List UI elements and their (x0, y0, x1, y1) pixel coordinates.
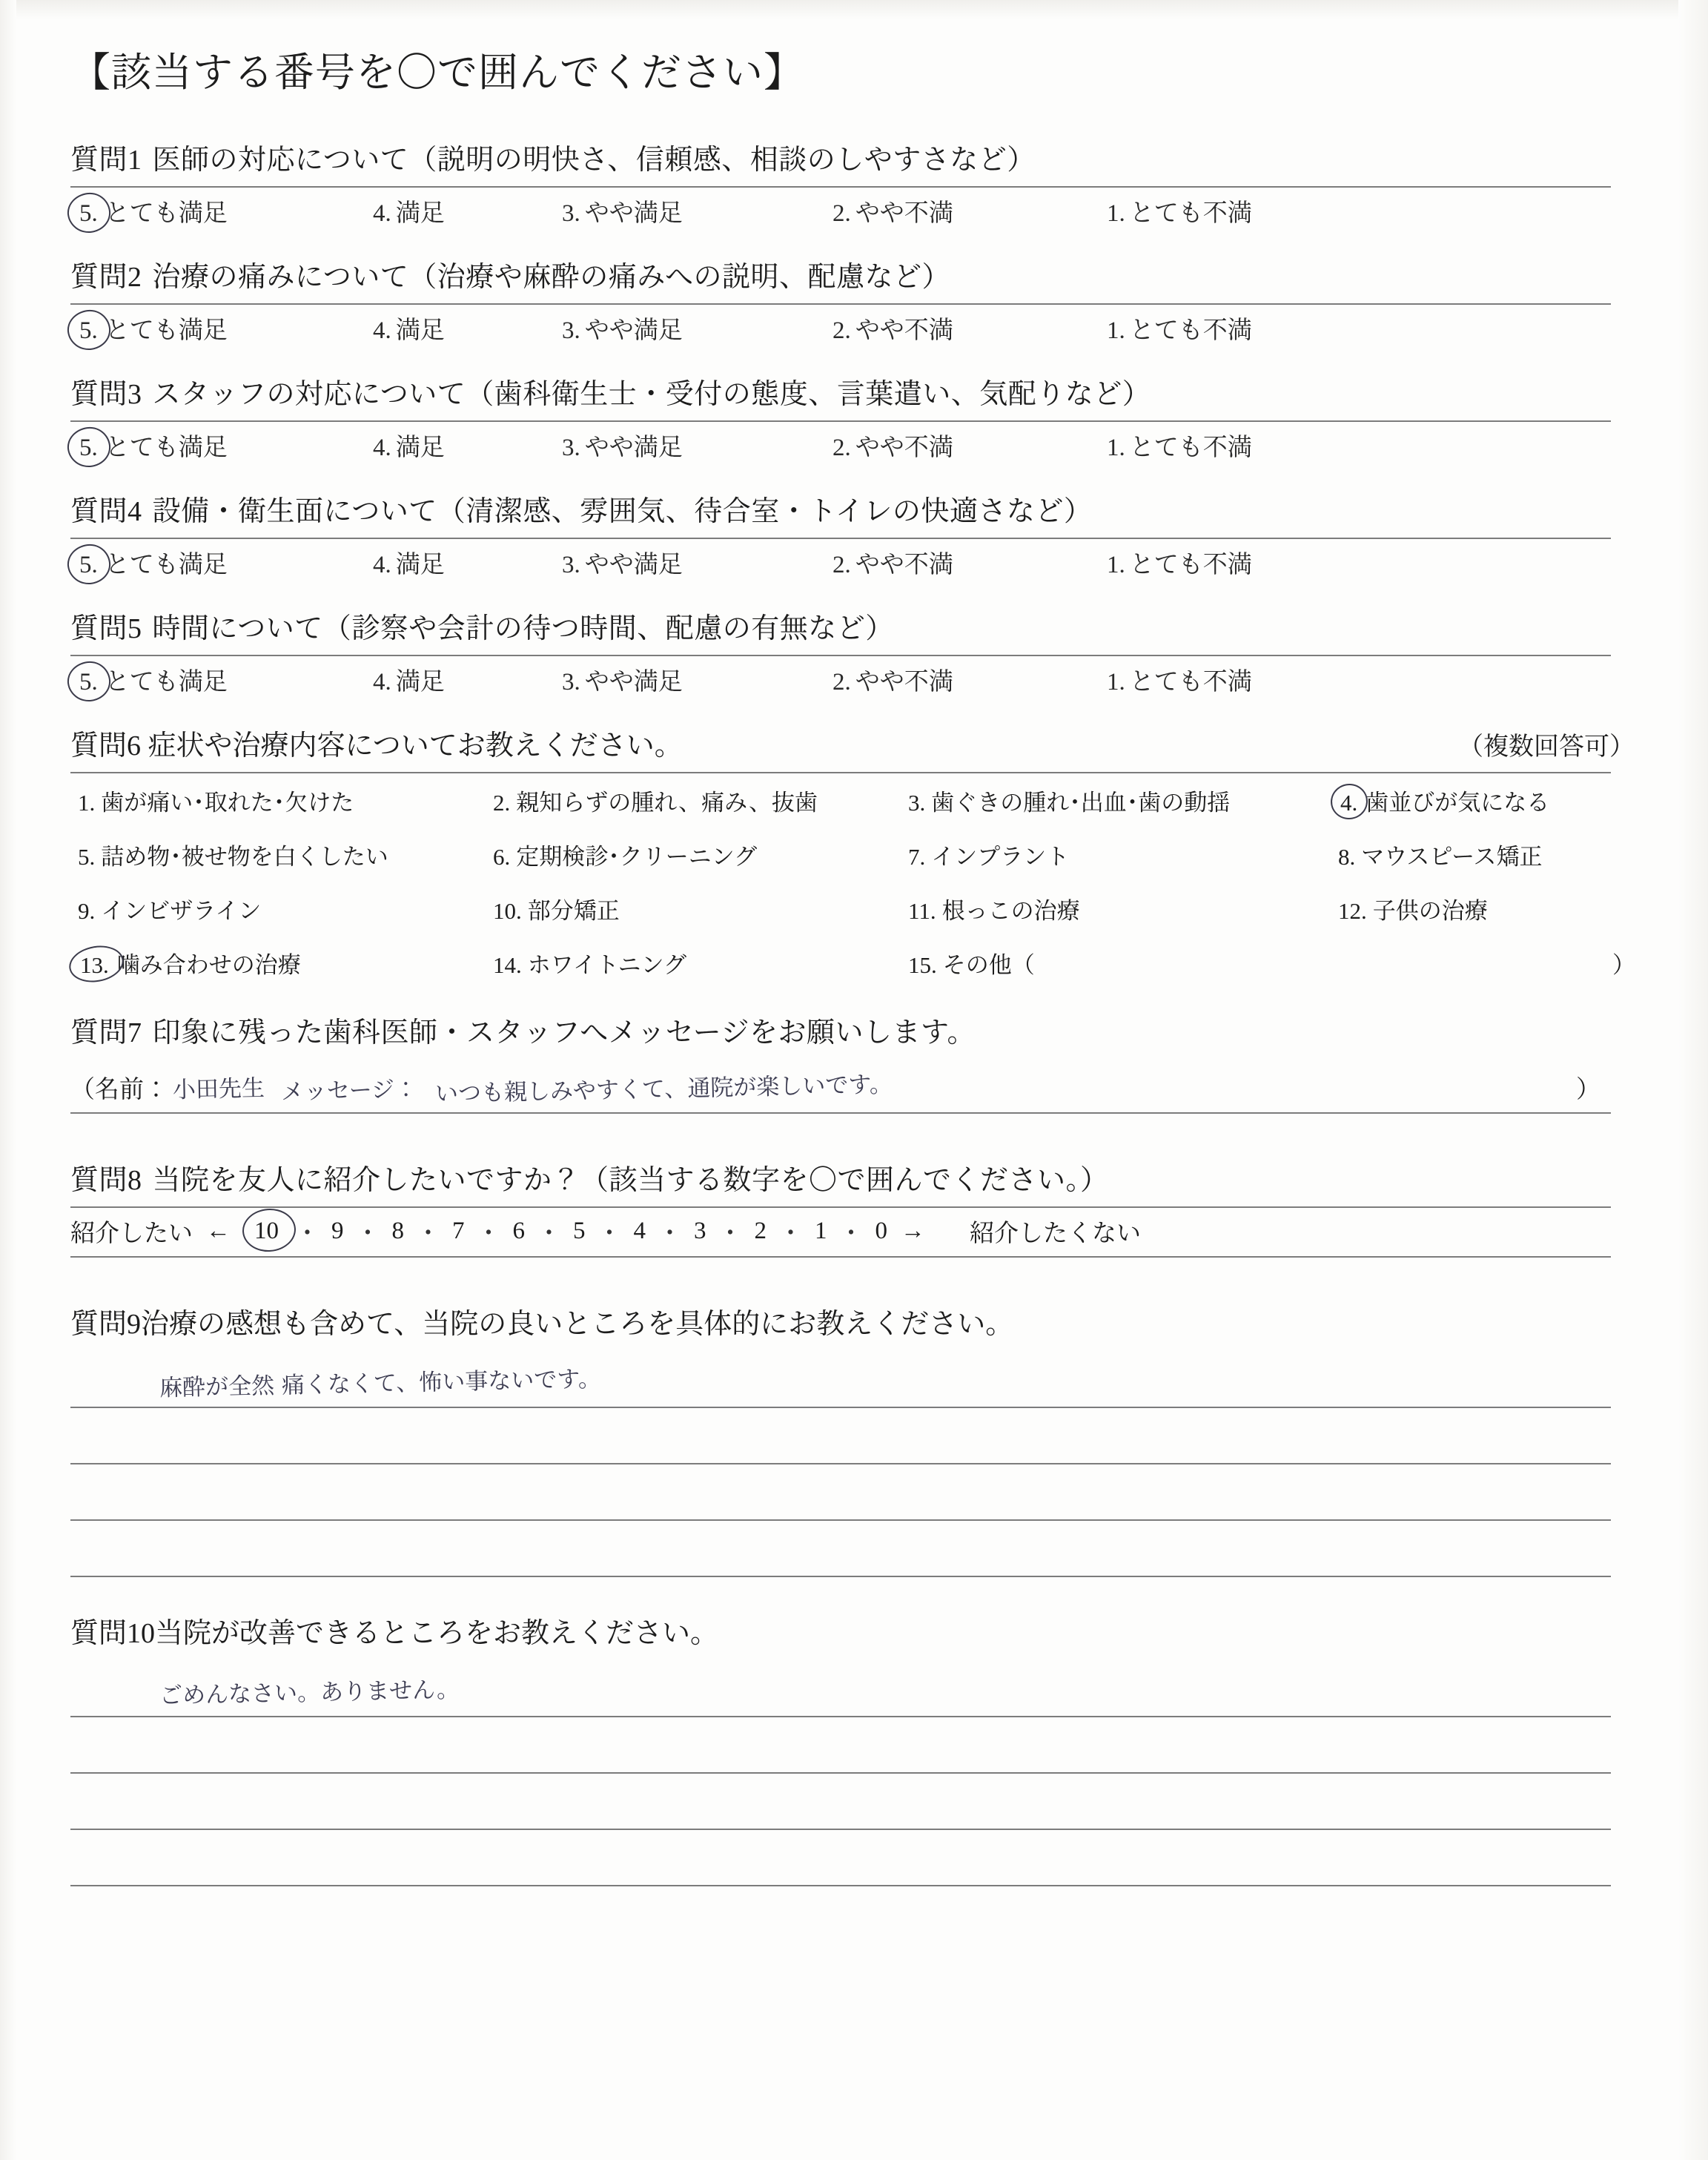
scale-number: 1. (1107, 435, 1125, 461)
question-block-10 (70, 1610, 1635, 1886)
question-block-3 (70, 371, 1635, 463)
q7-name-label: （名前： (70, 1077, 168, 1103)
scale-number: 4. (373, 552, 391, 578)
scale-label: とても不満 (1129, 552, 1252, 578)
scale-option-3[interactable] (562, 194, 833, 228)
q6-option-spacer (1338, 946, 1635, 980)
q6-option-10[interactable] (493, 892, 908, 925)
question-8-number: 質問8 (70, 1165, 142, 1196)
option-number: 11. (908, 898, 936, 924)
question-8-text: 当院を友人に紹介したいですか？（該当する数字を〇で囲んでください。） (152, 1165, 1109, 1196)
option-label: 部分矯正 (527, 898, 620, 924)
scale-option-4[interactable] (373, 194, 562, 228)
answer-line-blank[interactable] (70, 1408, 1611, 1464)
scale-number: 5. (76, 435, 101, 462)
rule-line (70, 655, 1611, 656)
scale-label: とても不満 (1129, 317, 1252, 344)
q6-option-2[interactable] (493, 784, 908, 817)
scan-edge-top (0, 0, 1708, 19)
option-label: 定期検診･クリーニング (516, 844, 758, 870)
q6-option-5[interactable] (78, 838, 493, 871)
option-number: 4. (1338, 790, 1360, 816)
q6-option-12[interactable] (1338, 892, 1635, 925)
question-9-heading (70, 1301, 1635, 1341)
scale-number: 5. (76, 317, 101, 345)
question-block-9 (70, 1301, 1635, 1577)
question-2-text: 治療の痛みについて（治療や麻酔の痛みへの説明、配慮など） (152, 262, 950, 293)
option-number: 6. (493, 844, 511, 870)
answer-line-blank[interactable] (70, 1830, 1611, 1886)
q8-number-9[interactable]: 9 (331, 1218, 344, 1244)
scale-number: 4. (373, 317, 391, 344)
q6-option-15[interactable] (908, 946, 1635, 980)
q6-option-6[interactable] (493, 838, 908, 871)
scale-option-2[interactable] (833, 662, 1107, 697)
rule-line (70, 538, 1611, 539)
q8-left-arrow: ← (206, 1218, 231, 1244)
question-block-2 (70, 254, 1635, 346)
scale-number: 1. (1107, 317, 1125, 344)
scale-option-5[interactable] (76, 662, 373, 697)
scale-label: とても不満 (1129, 435, 1252, 461)
rule-line (70, 1206, 1611, 1208)
option-close-paren: ） (1612, 952, 1635, 978)
answer-line-blank[interactable] (70, 1717, 1611, 1774)
question-block-5 (70, 605, 1635, 697)
question-7-answer-line[interactable] (70, 1059, 1611, 1114)
q8-separator: ・ (597, 1221, 622, 1247)
scale-label: 満足 (395, 669, 445, 696)
question-3-text: スタッフの対応について（歯科衛生士・受付の態度、言葉遣い、気配りなど） (152, 379, 1151, 410)
scan-edge-left (0, 0, 16, 2160)
question-6-text: 症状や治療内容についてお教えください。 (148, 730, 683, 762)
question-4-heading (70, 488, 1635, 529)
scale-number: 3. (562, 200, 580, 227)
option-number: 2. (493, 790, 511, 816)
scale-label: 満足 (395, 435, 445, 461)
q6-option-14[interactable] (493, 946, 908, 980)
rule-line (70, 186, 1611, 188)
q8-number-5[interactable]: 5 (573, 1218, 586, 1244)
option-label: 歯並びが気になる (1366, 790, 1550, 816)
scale-label: 満足 (395, 317, 445, 344)
answer-line-blank[interactable] (70, 1521, 1611, 1577)
q8-separator: ・ (838, 1221, 864, 1247)
q8-number-0[interactable]: 0 (875, 1218, 887, 1244)
q8-number-4[interactable]: 4 (633, 1218, 646, 1244)
scale-label: とても不満 (1129, 669, 1252, 696)
scale-number: 5. (76, 669, 101, 696)
q8-separator: ・ (355, 1221, 380, 1247)
q7-close-paren: ） (1576, 1077, 1601, 1103)
option-number: 5. (78, 844, 96, 870)
answer-line-filled[interactable] (70, 1352, 1611, 1408)
scale-number: 1. (1107, 552, 1125, 578)
question-7-text: 印象に残った歯科医師・スタッフへメッセージをお願いします。 (152, 1017, 976, 1048)
scale-number: 3. (562, 552, 580, 578)
question-block-4 (70, 488, 1635, 580)
option-number: 12. (1338, 898, 1367, 924)
question-5-number: 質問5 (70, 613, 142, 644)
q8-separator: ・ (658, 1221, 682, 1247)
scan-edge-right (1678, 0, 1708, 2160)
rule-line (70, 772, 1611, 773)
question-4-text: 設備・衛生面について（清潔感、雰囲気、待合室・トイレの快適さなど） (152, 496, 1093, 527)
question-9-text: 治療の感想も含めて、当院の良いところを具体的にお教えください。 (141, 1309, 1014, 1340)
question-block-1 (70, 136, 1635, 228)
scale-label: 満足 (395, 552, 445, 578)
scale-option-1[interactable] (1107, 311, 1329, 346)
q8-number-6[interactable]: 6 (512, 1218, 525, 1244)
question-7-number: 質問7 (70, 1017, 142, 1048)
scale-option-2[interactable] (833, 545, 1107, 580)
scale-option-5[interactable] (76, 428, 373, 463)
survey-content (70, 41, 1635, 1900)
question-10-text: 当院が改善できるところをお教えください。 (155, 1618, 719, 1649)
option-number: 3. (908, 790, 926, 816)
option-label: インプラント (931, 844, 1070, 870)
scale-label: やや不満 (855, 200, 953, 227)
scale-option-3[interactable] (562, 545, 833, 580)
option-label: その他（ (942, 952, 1035, 978)
scale-number: 3. (562, 435, 580, 461)
scale-option-5[interactable] (76, 194, 373, 228)
q8-number-7[interactable]: 7 (452, 1218, 465, 1244)
q6-option-9[interactable] (78, 892, 493, 925)
scale-option-4[interactable] (373, 545, 562, 580)
scale-label: とても満足 (105, 552, 228, 578)
q8-separator: ・ (295, 1221, 320, 1247)
scale-option-5[interactable] (76, 545, 373, 580)
scale-number: 2. (833, 552, 851, 578)
scale-label: やや満足 (584, 435, 683, 461)
option-label: 歯ぐきの腫れ･出血･歯の動揺 (931, 790, 1231, 816)
scale-number: 2. (833, 317, 851, 344)
question-6-heading (70, 722, 1635, 763)
scale-number: 4. (373, 200, 391, 227)
question-5-heading (70, 605, 1635, 646)
question-5-text: 時間について（診察や会計の待つ時間、配慮の有無など） (152, 613, 894, 644)
q8-separator: ・ (476, 1221, 501, 1247)
q10-answer-text: ごめんなさい。ありません。 (159, 1676, 460, 1710)
scale-label: やや不満 (855, 435, 953, 461)
scale-number: 1. (1107, 669, 1125, 696)
scale-option-1[interactable] (1107, 662, 1329, 697)
scale-label: やや満足 (584, 317, 683, 344)
option-number: 8. (1338, 844, 1356, 870)
option-label: 根っこの治療 (941, 898, 1080, 924)
q8-number-list[interactable] (250, 1214, 887, 1249)
scale-label: とても満足 (105, 435, 228, 461)
answer-line-blank[interactable] (70, 1774, 1611, 1830)
q6-option-11[interactable] (908, 892, 1338, 925)
scale-label: やや不満 (855, 552, 953, 578)
option-number: 7. (908, 844, 926, 870)
scale-option-3[interactable] (562, 662, 833, 697)
answer-line-filled[interactable] (70, 1661, 1611, 1717)
option-number: 14. (493, 952, 522, 978)
option-number: 15. (908, 952, 937, 978)
q8-separator: ・ (778, 1221, 803, 1247)
scale-number: 2. (833, 669, 851, 696)
question-2-number: 質問2 (70, 262, 142, 293)
q8-left-label: 紹介したい (70, 1221, 193, 1247)
question-block-7 (70, 1009, 1635, 1114)
question-1-number: 質問1 (70, 145, 142, 176)
q7-message-label: メッセージ： (280, 1076, 418, 1106)
option-label: 親知らずの腫れ、痛み、抜歯 (516, 790, 818, 816)
scale-option-2[interactable] (833, 428, 1107, 463)
q8-separator: ・ (718, 1221, 743, 1247)
rule-line (70, 303, 1611, 305)
option-label: ホワイトニング (527, 952, 686, 978)
scale-option-4[interactable] (373, 311, 562, 346)
question-5-scale[interactable] (70, 662, 1635, 697)
scale-label: 満足 (395, 200, 445, 227)
q6-option-7[interactable] (908, 838, 1338, 871)
question-3-number: 質問3 (70, 379, 142, 410)
q6-option-4[interactable] (1338, 784, 1635, 817)
scale-number: 4. (373, 669, 391, 696)
question-block-6 (70, 722, 1635, 980)
question-2-scale[interactable] (70, 311, 1635, 346)
option-number: 10. (493, 898, 522, 924)
scale-option-4[interactable] (373, 428, 562, 463)
question-block-8 (70, 1157, 1635, 1258)
q8-right-arrow: → (901, 1218, 925, 1244)
question-10-number: 質問10 (70, 1618, 156, 1649)
question-8-heading (70, 1157, 1635, 1198)
q6-option-13[interactable] (78, 946, 493, 980)
q8-separator: ・ (416, 1221, 440, 1247)
scale-label: やや不満 (855, 669, 953, 696)
scale-label: やや満足 (584, 552, 683, 578)
scale-option-5[interactable] (76, 311, 373, 346)
question-10-heading (70, 1610, 1635, 1651)
scale-option-1[interactable] (1107, 545, 1329, 580)
question-3-heading (70, 371, 1635, 412)
scale-option-3[interactable] (562, 311, 833, 346)
option-label: 子供の治療 (1372, 898, 1488, 924)
scale-number: 5. (76, 552, 101, 579)
scale-option-4[interactable] (373, 662, 562, 697)
scale-number: 3. (562, 669, 580, 696)
question-3-scale[interactable] (70, 428, 1635, 463)
scale-label: やや不満 (855, 317, 953, 344)
option-number: 9. (78, 898, 96, 924)
q8-number-10[interactable]: 10 (250, 1218, 283, 1245)
q8-separator: ・ (537, 1221, 561, 1247)
q9-answer-text: 麻酔が全然 痛くなくて、怖い事ないです。 (159, 1365, 602, 1402)
scale-label: やや満足 (584, 669, 683, 696)
scale-label: とても不満 (1129, 200, 1252, 227)
option-label: マウスピース矯正 (1361, 844, 1543, 870)
scale-number: 2. (833, 200, 851, 227)
scale-number: 2. (833, 435, 851, 461)
scale-option-1[interactable] (1107, 194, 1329, 228)
option-label: インビザライン (101, 898, 262, 924)
option-label: 噛み合わせの治療 (116, 952, 301, 978)
page-title: 【該当する番号を〇で囲んでください】 (70, 50, 804, 95)
question-8-scale[interactable] (70, 1214, 1611, 1258)
question-6-options[interactable] (70, 784, 1635, 980)
question-6-number: 質問6 (70, 730, 142, 762)
option-number: 13. (78, 952, 111, 979)
scale-label: とても満足 (105, 200, 228, 227)
q7-message-value: いつも親しみやすくて、通院が楽しいです。 (434, 1071, 893, 1108)
question-9-number: 質問9 (70, 1309, 142, 1340)
question-1-scale[interactable] (70, 194, 1635, 228)
scale-number: 4. (373, 435, 391, 461)
scale-label: やや満足 (584, 200, 683, 227)
scale-option-2[interactable] (833, 194, 1107, 228)
question-6-note: （複数回答可） (1458, 733, 1635, 761)
q6-option-3[interactable] (908, 784, 1338, 817)
question-1-heading (70, 136, 1635, 177)
scale-option-2[interactable] (833, 311, 1107, 346)
answer-line-blank[interactable] (70, 1464, 1611, 1521)
scale-option-1[interactable] (1107, 428, 1329, 463)
scale-option-3[interactable] (562, 428, 833, 463)
q8-number-3[interactable]: 3 (694, 1218, 706, 1244)
question-1-text: 医師の対応について（説明の明快さ、信頼感、相談のしやすさなど） (152, 145, 1036, 176)
question-10-answer-area[interactable] (70, 1661, 1635, 1886)
scale-label: とても満足 (105, 669, 228, 696)
question-4-scale[interactable] (70, 545, 1635, 580)
q8-right-label: 紹介したくない (970, 1221, 1141, 1247)
question-2-heading (70, 254, 1635, 294)
q6-option-1[interactable] (78, 784, 493, 817)
scale-number: 5. (76, 200, 101, 228)
rule-line (70, 420, 1611, 422)
q8-number-1[interactable]: 1 (815, 1218, 827, 1244)
question-4-number: 質問4 (70, 496, 142, 527)
scale-number: 3. (562, 317, 580, 344)
option-number: 1. (78, 790, 96, 816)
option-label: 歯が痛い･取れた･欠けた (101, 790, 354, 816)
question-9-answer-area[interactable] (70, 1352, 1635, 1577)
question-7-heading (70, 1009, 1635, 1050)
option-label: 詰め物･被せ物を白くしたい (101, 844, 388, 870)
scale-label: とても満足 (105, 317, 228, 344)
q8-number-8[interactable]: 8 (391, 1218, 404, 1244)
q6-option-8[interactable] (1338, 838, 1635, 871)
q8-number-2[interactable]: 2 (754, 1218, 767, 1244)
scale-number: 1. (1107, 200, 1125, 227)
q7-name-value: 小田先生 (172, 1074, 265, 1104)
